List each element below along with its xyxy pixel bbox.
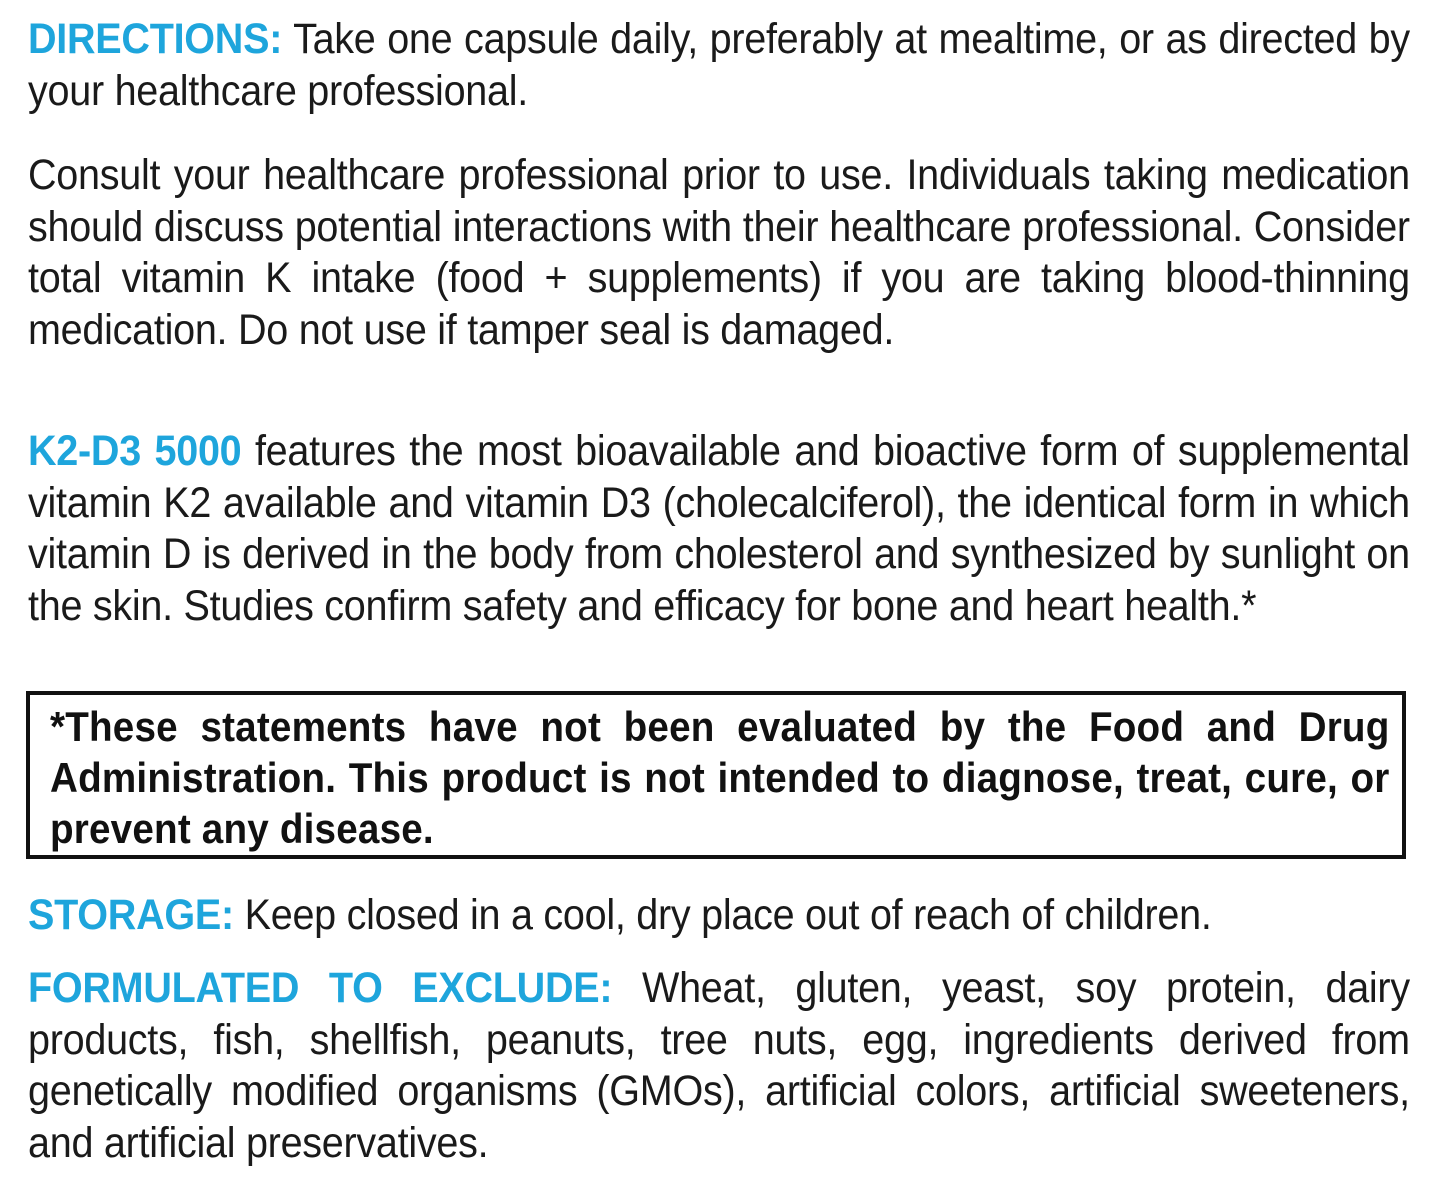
fda-disclaimer-text: *These statements have not been evaluated by the Food and Drug Administration. This product is not intended to diagnose, treat, cure, or prevent any disease. [50, 703, 1390, 852]
warnings-text: Consult your healthcare professional prior to use. Individuals taking medication should discuss potential interactions with their healthcare professional. Consider total vitamin K intake (food + supplements) if you are taking blood-thinning medication. Do not use if tamper seal is damaged. [28, 151, 1410, 354]
fda-disclaimer-box [26, 691, 1406, 859]
features-paragraph [28, 426, 1410, 632]
exclude-heading: FORMULATED TO EXCLUDE: [28, 964, 613, 1012]
storage-heading: STORAGE: [28, 891, 234, 939]
directions-text: Take one capsule daily, preferably at mealtime, or as directed by your healthcare professional. [28, 15, 1410, 115]
directions-paragraph [28, 14, 1410, 117]
features-text: features the most bioavailable and bioactive form of supplemental vitamin K2 available and vitamin D3 (cholecalciferol), the identical form in which vitamin D is derived in the body from cholesterol and synthesized by sunlight on the skin. Studies confirm safety and efficacy for bone and heart health.* [28, 427, 1410, 630]
product-name-heading: K2-D3 5000 [28, 427, 242, 475]
exclude-paragraph [28, 963, 1410, 1169]
exclude-text: Wheat, gluten, yeast, soy protein, dairy products, fish, shellfish, peanuts, tree nuts, egg, ingredients derived from genetically modified organisms (GMOs), artificial colors, artificial sweeteners, and artificial preservatives. [28, 964, 1410, 1167]
directions-heading: DIRECTIONS: [28, 15, 283, 63]
warnings-paragraph [28, 150, 1410, 356]
storage-text: Keep closed in a cool, dry place out of reach of children. [244, 891, 1212, 939]
storage-paragraph [28, 890, 1410, 942]
